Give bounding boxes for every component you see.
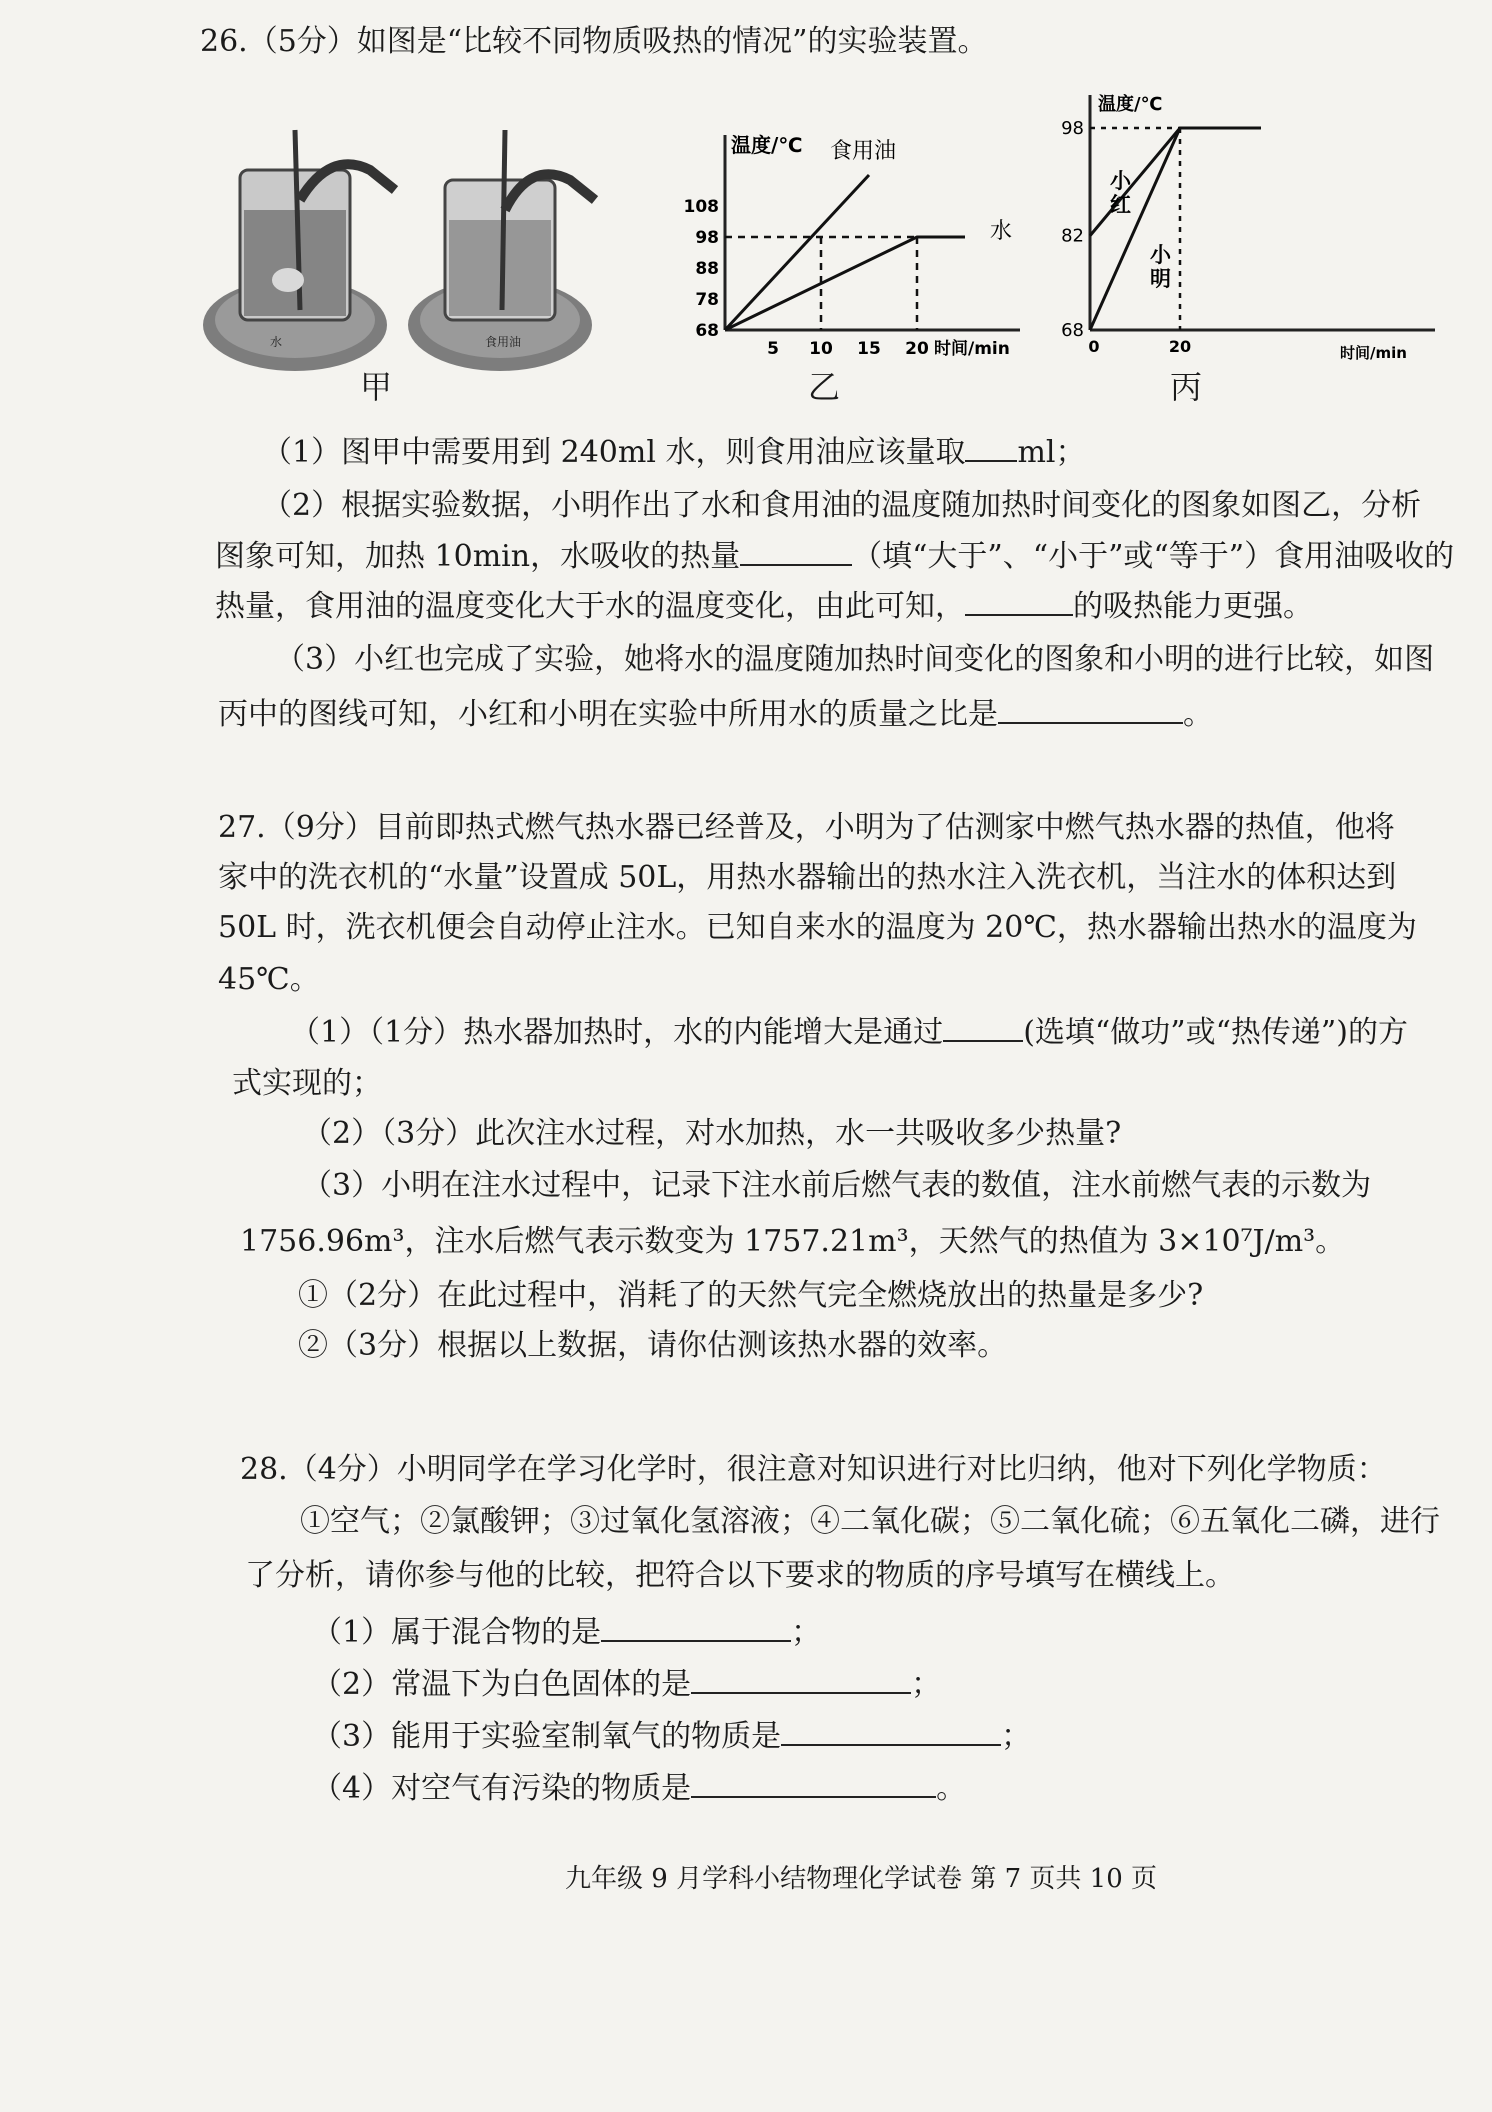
answer-blank-q28-4[interactable] xyxy=(691,1768,936,1798)
q27-part2: （2）（3分）此次注水过程，对水加热，水一共吸收多少热量? xyxy=(302,1116,1122,1151)
figure-yi-label: 乙 xyxy=(808,368,841,406)
q27-part3-sub1: ①（2分）在此过程中，消耗了的天然气完全燃烧放出的热量是多少? xyxy=(298,1278,1204,1313)
series-line-1 xyxy=(1090,128,1180,330)
series-name-xiaohong: 小 xyxy=(1110,169,1131,193)
y-tick-label: 78 xyxy=(695,290,719,310)
beaker-left-label: 水 xyxy=(270,335,283,349)
q27-line3: 50L 时，洗衣机便会自动停止注水。已知自来水的温度为 20℃，热水器输出热水的温度为 xyxy=(218,910,1417,945)
q28-part3: （3）能用于实验室制氧气的物质是 ； xyxy=(312,1716,1031,1757)
q28-line1: 28.（4分）小明同学在学习化学时，很注意对知识进行对比归纳，他对下列化学物质： xyxy=(240,1452,1387,1487)
x-tick-label: 20 xyxy=(905,339,929,359)
y-tick-label: 98 xyxy=(695,228,719,248)
y-tick-label: 82 xyxy=(1061,225,1084,247)
chart-bing xyxy=(1050,90,1450,360)
x-axis-label: 时间/min xyxy=(1340,344,1407,360)
answer-blank-q26-2[interactable] xyxy=(740,536,852,566)
q27-part3-line2: 1756.96m³，注水后燃气表示数变为 1757.21m³，天然气的热值为 3×10⁷J/m³。 xyxy=(240,1224,1346,1259)
chart-yi xyxy=(680,130,1040,360)
answer-blank-q26-4[interactable] xyxy=(998,694,1183,724)
q27-line1: 27.（9分）目前即热式燃气热水器已经普及，小明为了估测家中燃气热水器的热值，他将 xyxy=(218,810,1395,845)
page-footer: 九年级 9 月学科小结物理化学试卷 第 7 页共 10 页 xyxy=(565,1864,1158,1894)
q26-part2-line3: 热量，食用油的温度变化大于水的温度变化，由此可知， 的吸热能力更强。 xyxy=(215,586,1313,627)
beaker-right-label: 食用油 xyxy=(485,335,522,349)
q26-part3-line1: （3）小红也完成了实验，她将水的温度随加热时间变化的图象和小明的进行比较，如图 xyxy=(275,642,1435,677)
q28-part1: （1）属于混合物的是 ； xyxy=(312,1612,821,1653)
series-name-xiaoming: 小 xyxy=(1150,243,1171,267)
q26-part3-line2: 丙中的图线可知，小红和小明在实验中所用水的质量之比是 。 xyxy=(218,694,1213,735)
q26-title: 26.（5分）如图是“比较不同物质吸热的情况”的实验装置。 xyxy=(200,24,988,59)
x-tick-label: 15 xyxy=(857,339,881,359)
answer-blank-q27-1[interactable] xyxy=(943,1012,1023,1042)
q28-line2: ①空气；②氯酸钾；③过氧化氢溶液；④二氧化碳；⑤二氧化硫；⑥五氧化二磷，进行 xyxy=(300,1504,1440,1539)
x-axis-label: 时间/min xyxy=(934,339,1010,359)
y-axis-label: 温度/℃ xyxy=(731,133,803,157)
y-tick-label: 108 xyxy=(683,197,719,217)
series-name-water: 水 xyxy=(989,219,1012,244)
figure-jia-label: 甲 xyxy=(360,368,393,406)
figure-bing-label: 丙 xyxy=(1170,368,1203,406)
q26-part1: （1）图甲中需要用到 240ml 水，则食用油应该量取 ml； xyxy=(262,432,1086,473)
thermometer-right xyxy=(502,130,505,310)
series-name-oil: 食用油 xyxy=(830,139,897,164)
answer-blank-q28-3[interactable] xyxy=(781,1716,1001,1746)
answer-blank-q26-3[interactable] xyxy=(965,586,1073,616)
x-tick-label: 0 xyxy=(1088,337,1100,356)
answer-blank-q28-1[interactable] xyxy=(601,1612,791,1642)
x-tick-label: 10 xyxy=(809,339,833,359)
q27-line2: 家中的洗衣机的“水量”设置成 50L，用热水器输出的热水注入洗衣机，当注水的体积达到 xyxy=(218,860,1397,895)
answer-blank-q26-1[interactable] xyxy=(965,432,1017,462)
x-tick-label: 20 xyxy=(1168,337,1192,356)
q27-line4: 45℃。 xyxy=(218,962,320,997)
series-line-0 xyxy=(725,175,869,330)
y-axis-label: 温度/℃ xyxy=(1098,94,1163,115)
q28-line3: 了分析，请你参与他的比较，把符合以下要求的物质的序号填写在横线上。 xyxy=(245,1558,1235,1593)
q27-part3-line1: （3）小明在注水过程中，记录下注水前后燃气表的数值，注水前燃气表的示数为 xyxy=(302,1168,1372,1203)
y-tick-label: 98 xyxy=(1061,118,1084,139)
y-tick-label: 68 xyxy=(695,321,719,341)
q27-part1-cont: 式实现的； xyxy=(232,1066,382,1101)
q26-part2-line2: 图象可知，加热 10min，水吸收的热量 （填“大于”、“小于”或“等于”）食用油吸收的 xyxy=(215,536,1454,577)
answer-blank-q28-2[interactable] xyxy=(691,1664,911,1694)
q28-part2: （2）常温下为白色固体的是 ； xyxy=(312,1664,941,1705)
q27-part3-sub2: ②（3分）根据以上数据，请你估测该热水器的效率。 xyxy=(298,1328,1008,1363)
series-name-xiaoming: 明 xyxy=(1150,267,1171,291)
y-tick-label: 68 xyxy=(1061,320,1084,341)
q27-part1: （1）（1分）热水器加热时，水的内能增大是通过 (选填“做功”或“热传递”)的方 xyxy=(290,1012,1408,1053)
y-tick-label: 88 xyxy=(695,259,719,279)
series-name-xiaohong: 红 xyxy=(1110,193,1131,217)
series-line-1 xyxy=(725,237,965,330)
q28-part4: （4）对空气有污染的物质是 。 xyxy=(312,1768,966,1809)
beaker-figure xyxy=(200,110,660,390)
q26-part2-line1: （2）根据实验数据，小明作出了水和食用油的温度随加热时间变化的图象如图乙，分析 xyxy=(262,488,1422,523)
x-tick-label: 5 xyxy=(767,339,779,359)
